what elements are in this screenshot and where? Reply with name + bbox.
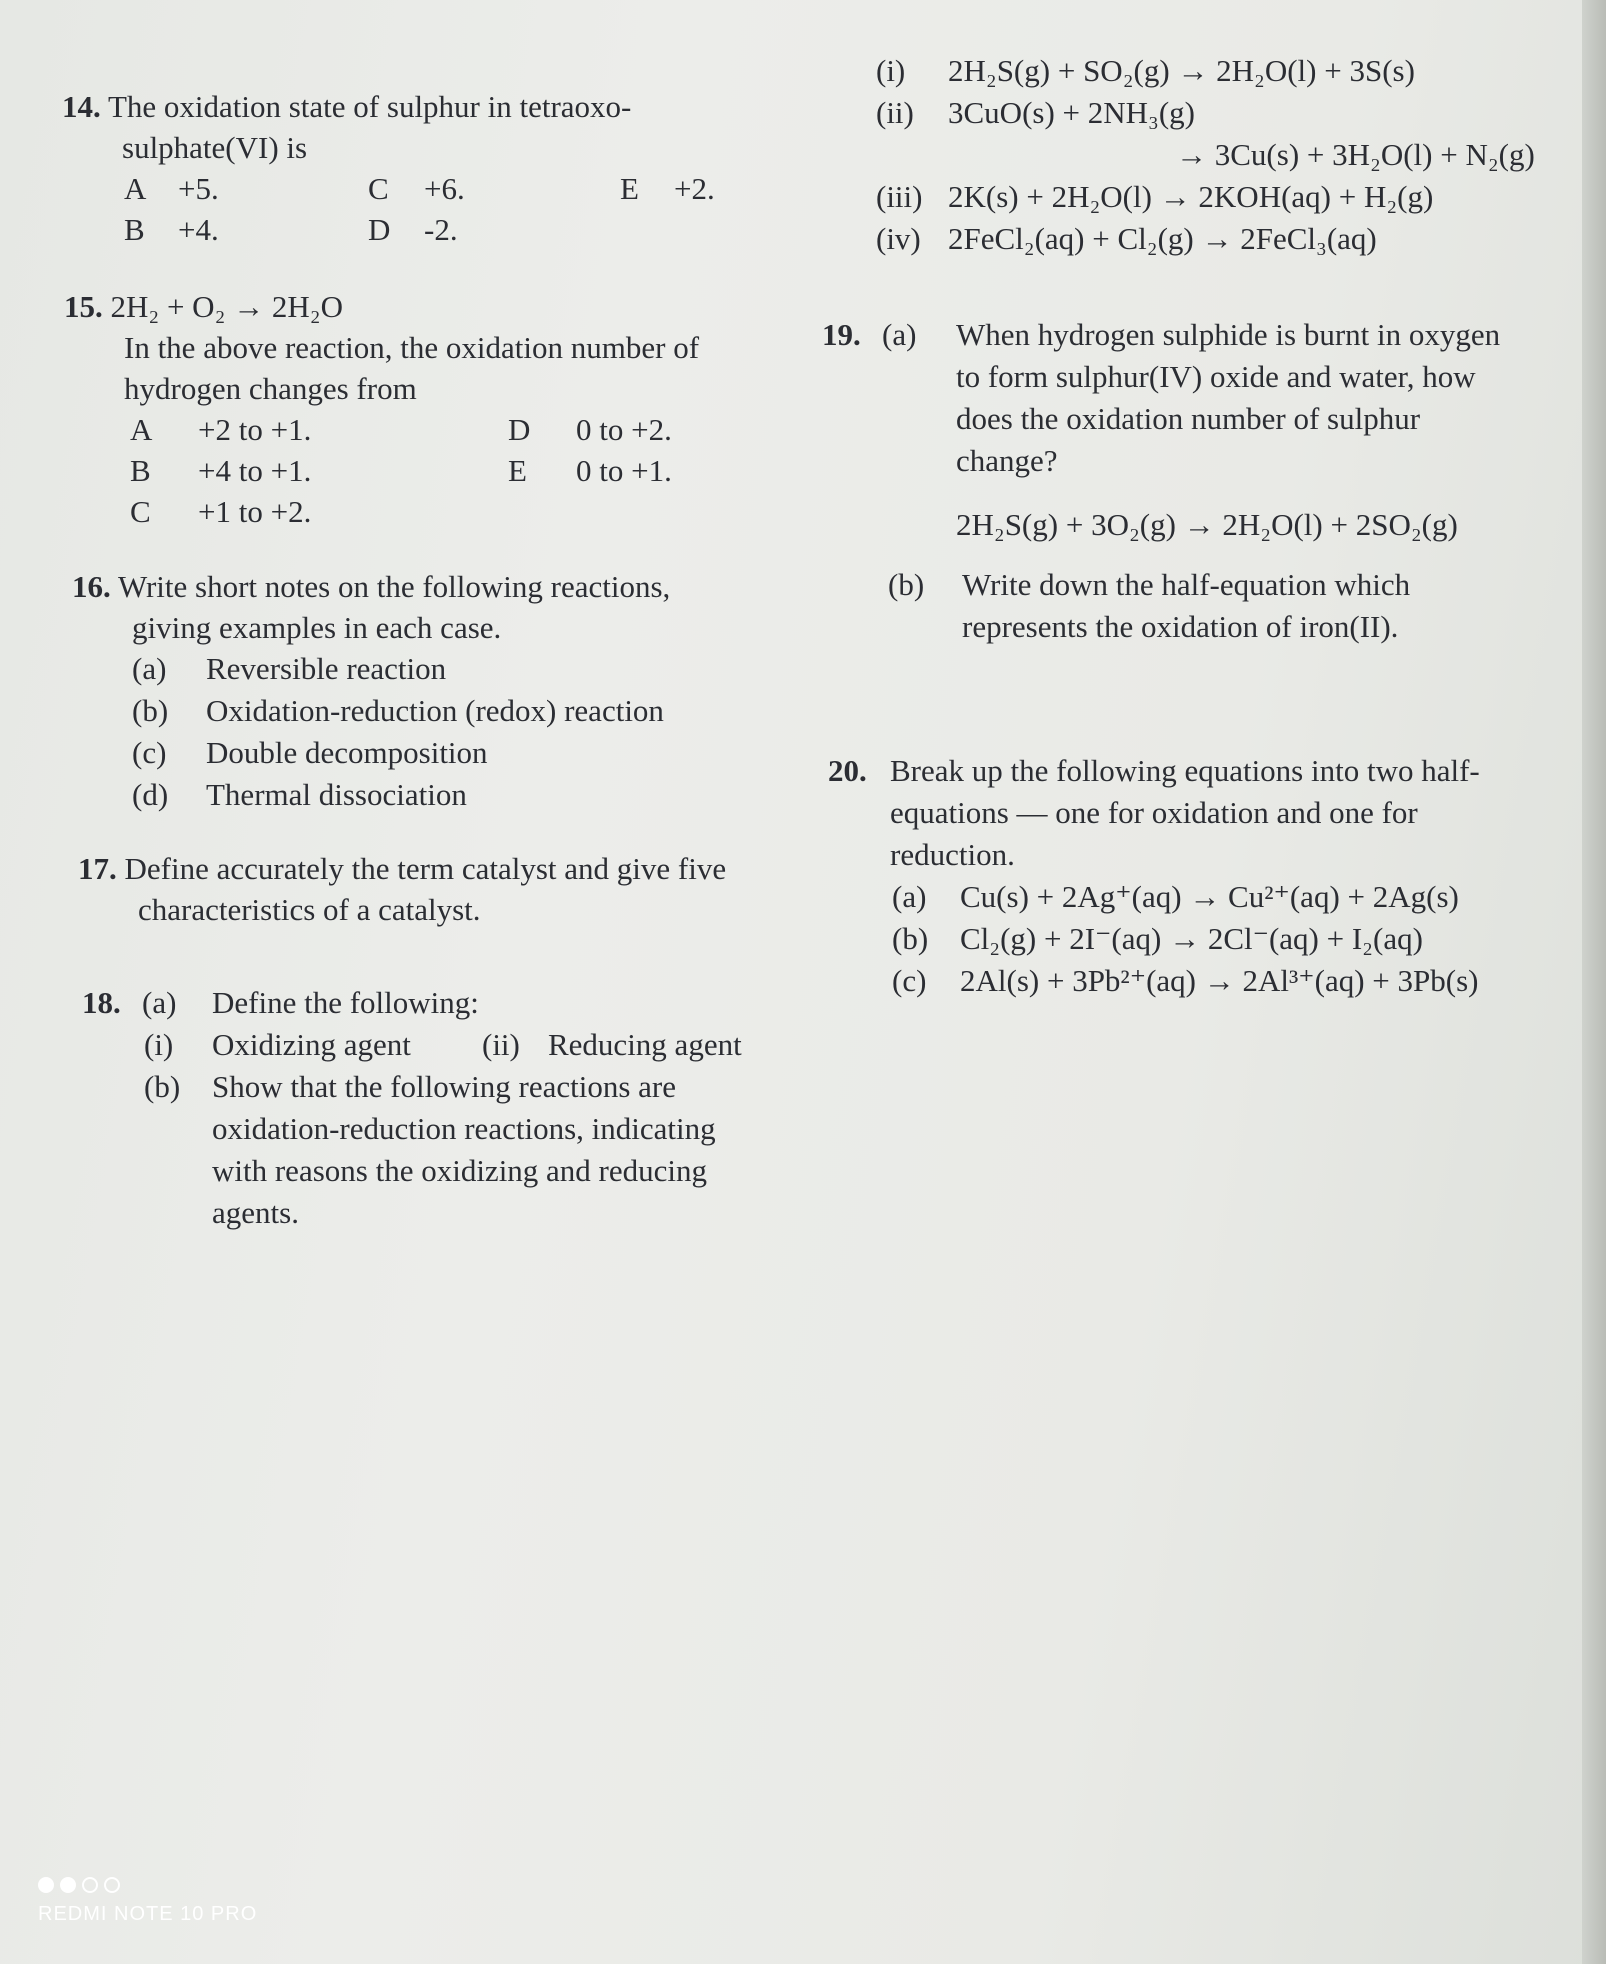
question-stem-cont: equations — one for oxidation and one for (890, 795, 1418, 830)
question-stem-cont: characteristics of a catalyst. (138, 892, 481, 927)
question-19 (822, 314, 1552, 648)
question-19-a (822, 314, 1552, 356)
option-value: +5. (178, 171, 219, 206)
question-17 (78, 848, 798, 930)
page-edge (1582, 0, 1606, 1964)
item-text: Double decomposition (206, 735, 488, 770)
question-stem-cont: sulphate(VI) is (122, 130, 308, 165)
option-label: A (130, 412, 153, 447)
question-number: 20. (828, 753, 867, 788)
option-label: A (124, 171, 147, 206)
reaction-equation: Cu(s) + 2Ag⁺(aq) → Cu²⁺(aq) + 2Ag(s) (960, 879, 1459, 914)
item-label: (a) (892, 879, 927, 914)
option-value: +2 to +1. (198, 412, 312, 447)
question-number: 16. (72, 569, 111, 604)
equation: 2H₂ + O₂ → 2H₂O (110, 289, 343, 324)
equation: 2H₂S(g) + 3O₂(g) → 2H₂O(l) + 2SO₂(g) (956, 507, 1458, 542)
item-label: (i) (144, 1027, 174, 1062)
question-20-stem-line (828, 834, 1558, 876)
question-number: 14. (62, 89, 101, 124)
question-18-a-options (82, 1024, 802, 1066)
question-18-reactions (876, 50, 1556, 260)
list-item (72, 732, 772, 774)
item-text: represents the oxidation of iron(II). (962, 609, 1399, 644)
question-19-a-line (822, 356, 1552, 398)
watermark-dots-icon (38, 1877, 257, 1893)
reaction-item (876, 176, 1556, 218)
item-text: oxidation-reduction reactions, indicating (212, 1111, 716, 1146)
item-label: (c) (892, 963, 927, 998)
item-label: (iv) (876, 221, 921, 256)
option-value: 0 to +1. (576, 453, 672, 488)
list-item (828, 918, 1558, 960)
option-row (64, 450, 764, 491)
dot-icon (82, 1877, 98, 1893)
question-14 (62, 86, 762, 250)
reaction-equation: 2K(s) + 2H₂O(l) → 2KOH(aq) + H₂(g) (948, 179, 1434, 214)
item-text: Oxidizing agent (212, 1027, 411, 1062)
option-value: -2. (424, 212, 458, 247)
option-label: E (508, 453, 527, 488)
item-label: (a) (132, 651, 167, 686)
option-label: D (368, 212, 391, 247)
question-19-b-line (822, 606, 1552, 648)
reaction-equation: 2FeCl₂(aq) + Cl₂(g) → 2FeCl₃(aq) (948, 221, 1377, 256)
item-text: Reducing agent (548, 1027, 742, 1062)
item-label: (ii) (482, 1027, 520, 1062)
question-15 (64, 286, 764, 532)
question-19-a-line (822, 398, 1552, 440)
option-label: C (130, 494, 151, 529)
reaction-item (876, 218, 1556, 260)
item-text: Thermal dissociation (206, 777, 467, 812)
dot-icon (104, 1877, 120, 1893)
reaction-equation: 2Al(s) + 3Pb²⁺(aq) → 2Al³⁺(aq) + 3Pb(s) (960, 963, 1479, 998)
item-label: (b) (144, 1069, 181, 1104)
item-text: Reversible reaction (206, 651, 447, 686)
reaction-equation-cont: → 3Cu(s) + 3H₂O(l) + N₂(g) (1176, 137, 1535, 172)
question-18-a (82, 982, 802, 1024)
question-18 (82, 982, 802, 1234)
item-text: Write down the half-equation which (962, 567, 1411, 602)
option-label: B (124, 212, 145, 247)
reaction-equation: 3CuO(s) + 2NH₃(g) (948, 95, 1195, 130)
question-stem: Write short notes on the following reactions, (117, 569, 671, 604)
question-number: 15. (64, 289, 103, 324)
option-label: D (508, 412, 531, 447)
item-label: (b) (132, 693, 169, 728)
question-stem-cont: reduction. (890, 837, 1015, 872)
question-18-b-line (82, 1150, 802, 1192)
question-18-b (82, 1066, 802, 1108)
option-value: +6. (424, 171, 465, 206)
option-value: +4. (178, 212, 219, 247)
item-label: (a) (882, 317, 917, 352)
question-19-b (822, 564, 1552, 606)
reaction-item (876, 92, 1556, 134)
list-item (828, 876, 1558, 918)
reaction-item (876, 134, 1556, 176)
question-number: 17. (78, 851, 117, 886)
camera-watermark (38, 1877, 257, 1926)
item-text: change? (956, 443, 1058, 478)
item-text: agents. (212, 1195, 299, 1230)
item-label: (d) (132, 777, 169, 812)
reaction-item (876, 50, 1556, 92)
question-stem-cont: hydrogen changes from (124, 371, 417, 406)
question-18-b-line (82, 1192, 802, 1234)
item-label: (i) (876, 53, 906, 88)
option-value: 0 to +2. (576, 412, 672, 447)
question-stem: Break up the following equations into two half- (890, 753, 1480, 788)
item-label: (c) (132, 735, 167, 770)
question-19-equation-row (822, 504, 1552, 546)
item-label: (b) (888, 567, 925, 602)
question-stem: The oxidation state of sulphur in tetraoxo- (107, 89, 632, 124)
question-stem: Define accurately the term catalyst and give five (124, 851, 727, 886)
item-label: (a) (142, 985, 177, 1020)
list-item (828, 960, 1558, 1002)
option-row (62, 168, 762, 209)
question-stem-cont: giving examples in each case. (132, 610, 502, 645)
question-20 (828, 750, 1558, 1002)
option-row (62, 209, 762, 250)
question-16 (72, 566, 772, 816)
question-number: 19. (822, 317, 861, 352)
item-text: Show that the following reactions are (212, 1069, 677, 1104)
item-text: does the oxidation number of sulphur (956, 401, 1421, 436)
watermark-text: REDMI NOTE 10 PRO (38, 1903, 258, 1925)
item-text: to form sulphur(IV) oxide and water, how (956, 359, 1476, 394)
list-item (72, 774, 772, 816)
item-text: with reasons the oxidizing and reducing (212, 1153, 708, 1188)
option-value: +4 to +1. (198, 453, 312, 488)
option-row (64, 409, 764, 450)
question-18-b-line (82, 1108, 802, 1150)
question-number: 18. (82, 985, 121, 1020)
list-item (72, 690, 772, 732)
item-label: (ii) (876, 95, 914, 130)
question-20-stem (828, 750, 1558, 792)
item-text: When hydrogen sulphide is burnt in oxygen (956, 317, 1501, 352)
option-label: E (620, 171, 639, 206)
option-row (64, 491, 764, 532)
item-text: Oxidation-reduction (redox) reaction (206, 693, 664, 728)
question-20-stem-line (828, 792, 1558, 834)
reaction-equation: 2H₂S(g) + SO₂(g) → 2H₂O(l) + 3S(s) (948, 53, 1415, 88)
list-item (72, 648, 772, 690)
question-19-a-line (822, 440, 1552, 482)
dot-icon (60, 1877, 76, 1893)
option-label: C (368, 171, 389, 206)
item-label: (iii) (876, 179, 923, 214)
option-label: B (130, 453, 151, 488)
dot-icon (38, 1877, 54, 1893)
option-value: +1 to +2. (198, 494, 312, 529)
reaction-equation: Cl₂(g) + 2I⁻(aq) → 2Cl⁻(aq) + I₂(aq) (960, 921, 1423, 956)
question-stem: In the above reaction, the oxidation number of (124, 330, 700, 365)
item-label: (b) (892, 921, 929, 956)
item-text: Define the following: (212, 985, 479, 1020)
option-value: +2. (674, 171, 715, 206)
